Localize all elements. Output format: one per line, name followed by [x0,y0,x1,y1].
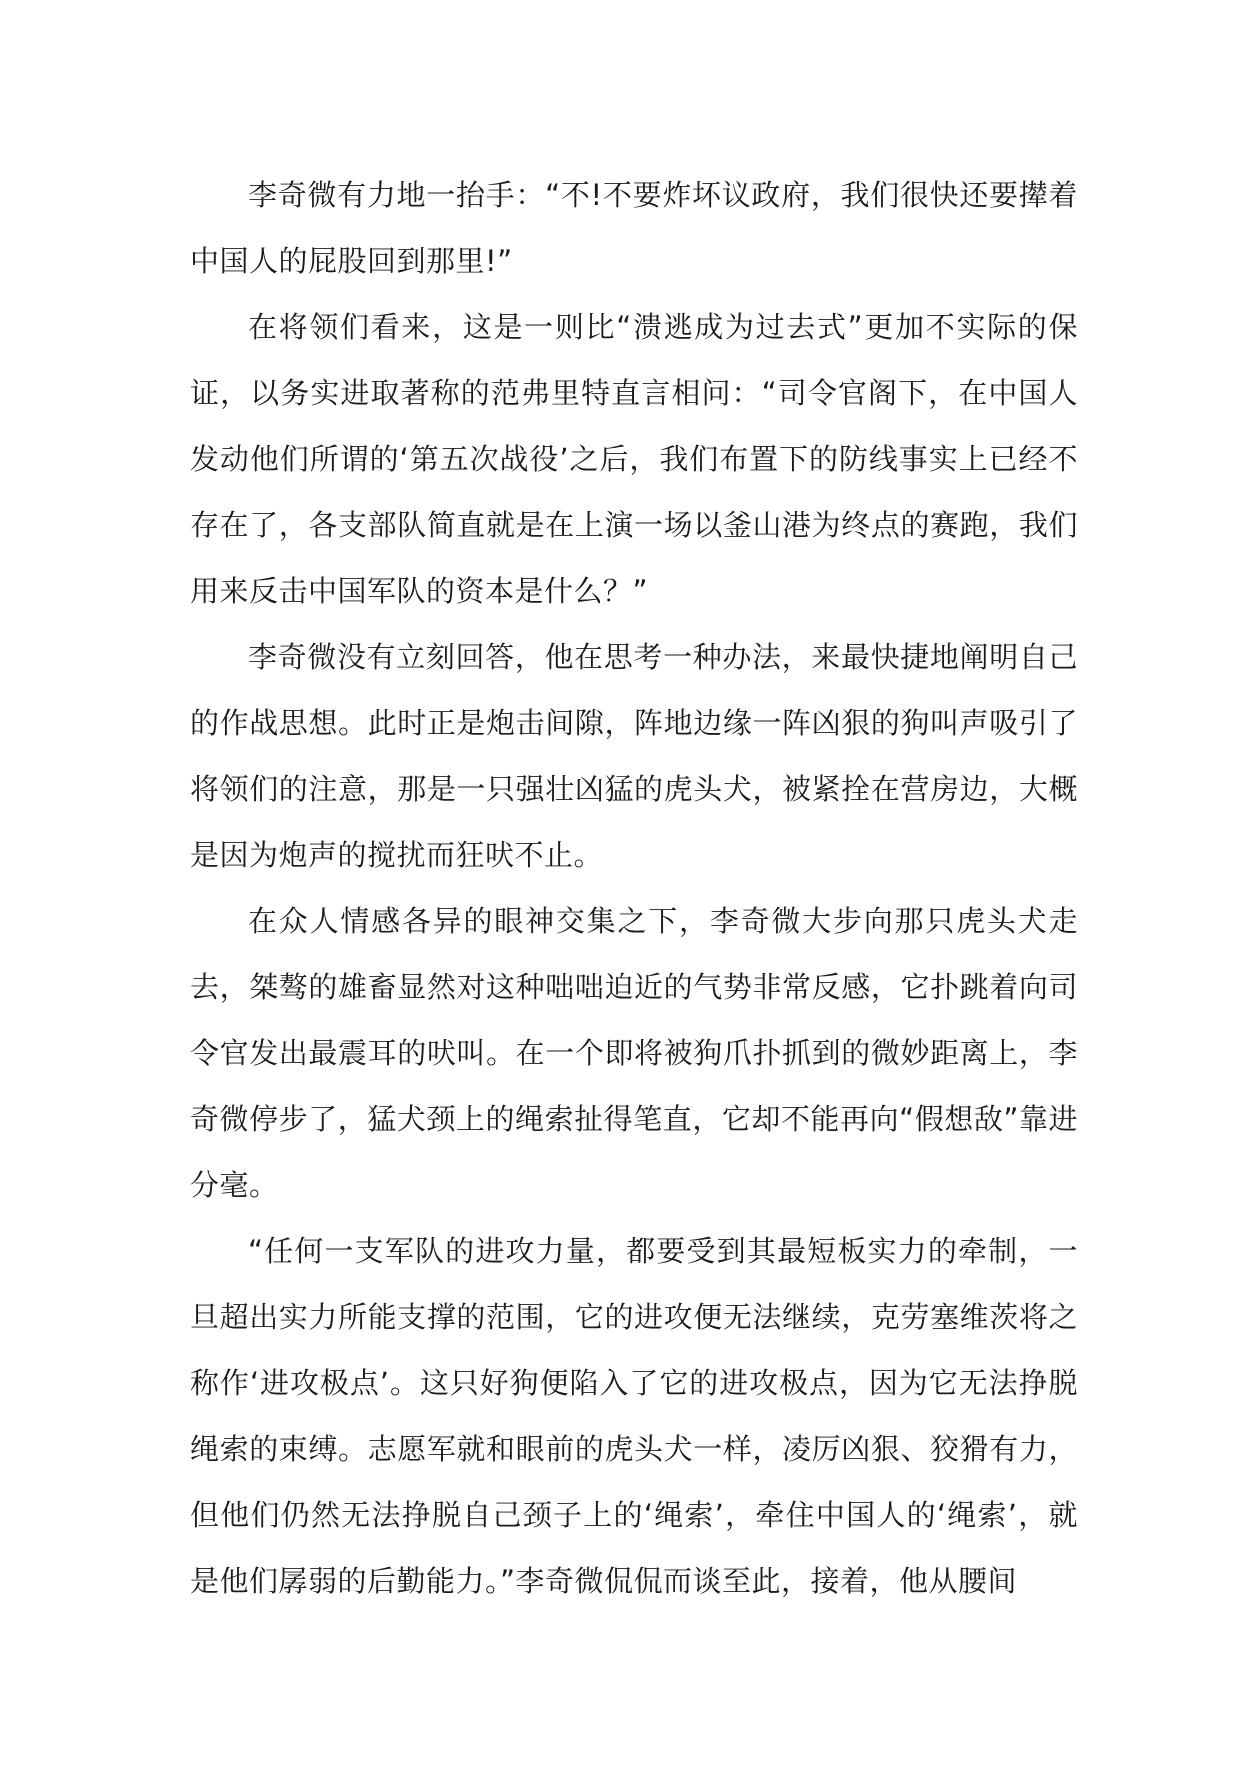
paragraph-2: 在将领们看来，这是一则比“溃逃成为过去式”更加不实际的保证，以务实进取著称的范弗里特直言相问：“司令官阁下，在中国人发动他们所谓的‘第五次战役’之后，我们布置下的防线事实上已经不存在了，各支部队简直就是在上演一场以釜山港为终点的赛跑，我们用来反击中国军队的资本是什么？” [190,310,1078,608]
document-body [190,162,1078,1614]
paragraph-5: “任何一支军队的进攻力量，都要受到其最短板实力的牵制，一旦超出实力所能支撑的范围，它的进攻便无法继续，克劳塞维茨将之称作‘进攻极点’。这只好狗便陷入了它的进攻极点，因为它无法挣脱绳索的束缚。志愿军就和眼前的虎头犬一样，凌厉凶狠、狡猾有力，但他们仍然无法挣脱自己颈子上的‘绳索’，牵住中国人的‘绳索’，就是他们孱弱的后勤能力。”李奇微侃侃而谈至此，接着，他从腰间 [190,1234,1078,1598]
paragraph-1: 李奇微有力地一抬手：“不!不要炸坏议政府，我们很快还要撵着中国人的屁股回到那里!” [190,178,1078,278]
paragraph-4: 在众人情感各异的眼神交集之下，李奇微大步向那只虎头犬走去，桀骜的雄畜显然对这种咄咄迫近的气势非常反感，它扑跳着向司令官发出最震耳的吠叫。在一个即将被狗爪扑抓到的微妙距离上，李奇微停步了，猛犬颈上的绳索扯得笔直，它却不能再向“假想敌”靠进分毫。 [190,904,1078,1202]
paragraph-3: 李奇微没有立刻回答，他在思考一种办法，来最快捷地阐明自己的作战思想。此时正是炮击间隙，阵地边缘一阵凶狠的狗叫声吸引了将领们的注意，那是一只强壮凶猛的虎头犬，被紧拴在营房边，大概是因为炮声的搅扰而狂吠不止。 [190,640,1078,872]
